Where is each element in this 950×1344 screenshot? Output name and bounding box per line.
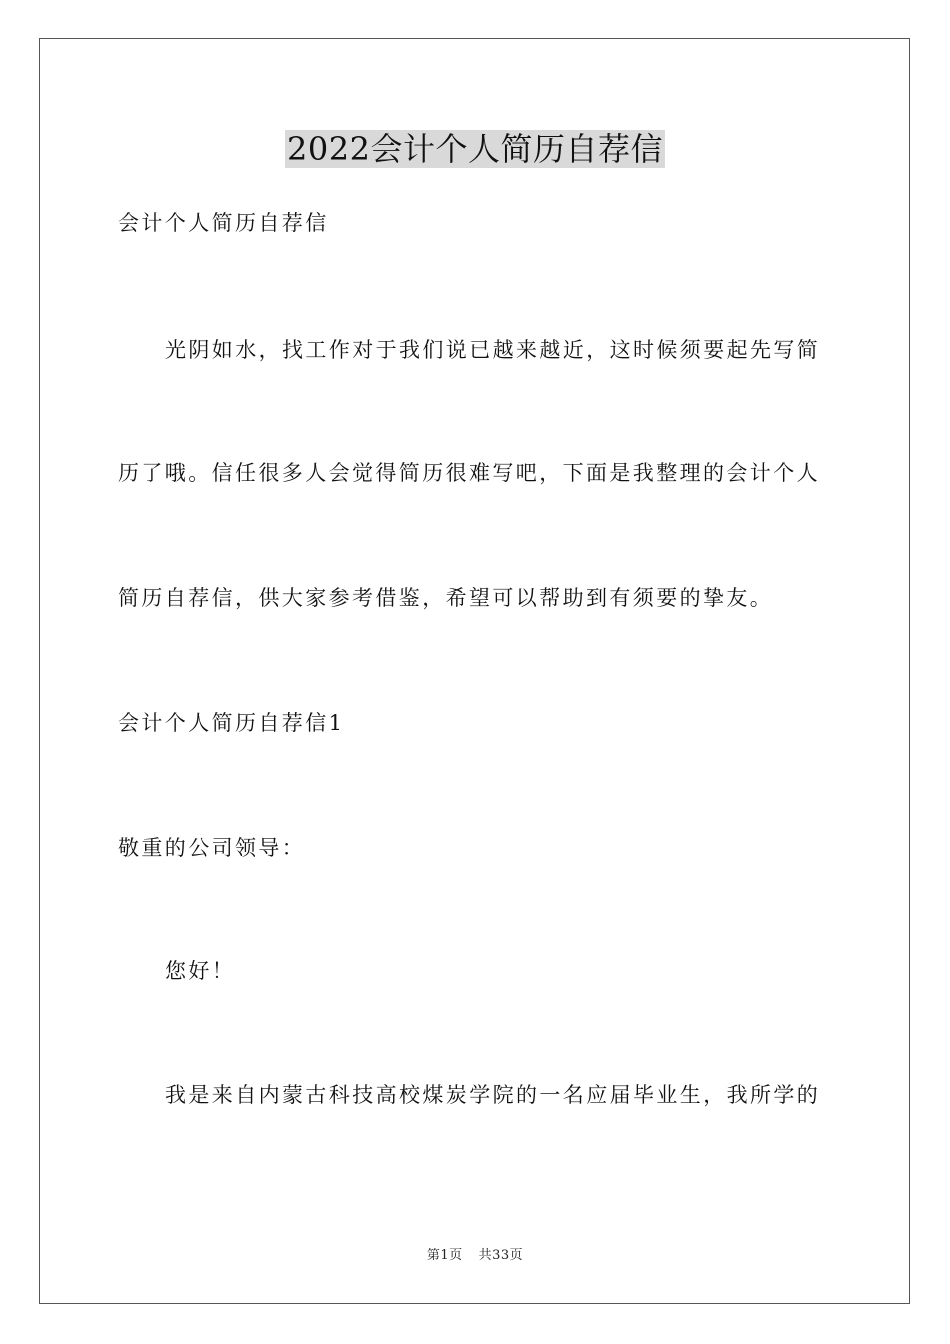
page-number-total: 共33页 — [478, 1248, 524, 1263]
section-heading: 会计个人简历自荐信1 — [118, 711, 345, 735]
paragraph-line: 我是来自内蒙古科技高校煤炭学院的一名应届毕业生，我所学的 — [165, 1083, 821, 1107]
paragraph-line: 光阴如水，找工作对于我们说已越来越近，这时候须要起先写简 — [165, 338, 821, 362]
salutation: 敬重的公司领导： — [118, 836, 306, 860]
paragraph-line: 简历自荐信，供大家参考借鉴，希望可以帮助到有须要的挚友。 — [118, 586, 774, 610]
document-title-text: 2022会计个人简历自荐信 — [287, 130, 663, 168]
document-title — [0, 127, 950, 171]
page-footer — [0, 1247, 950, 1265]
greeting: 您好！ — [165, 959, 236, 983]
paragraph-line: 历了哦。信任很多人会觉得简历很难写吧，下面是我整理的会计个人 — [118, 461, 820, 485]
page-number-current: 第1页 — [426, 1248, 463, 1263]
subtitle-line: 会计个人简历自荐信 — [118, 211, 329, 235]
